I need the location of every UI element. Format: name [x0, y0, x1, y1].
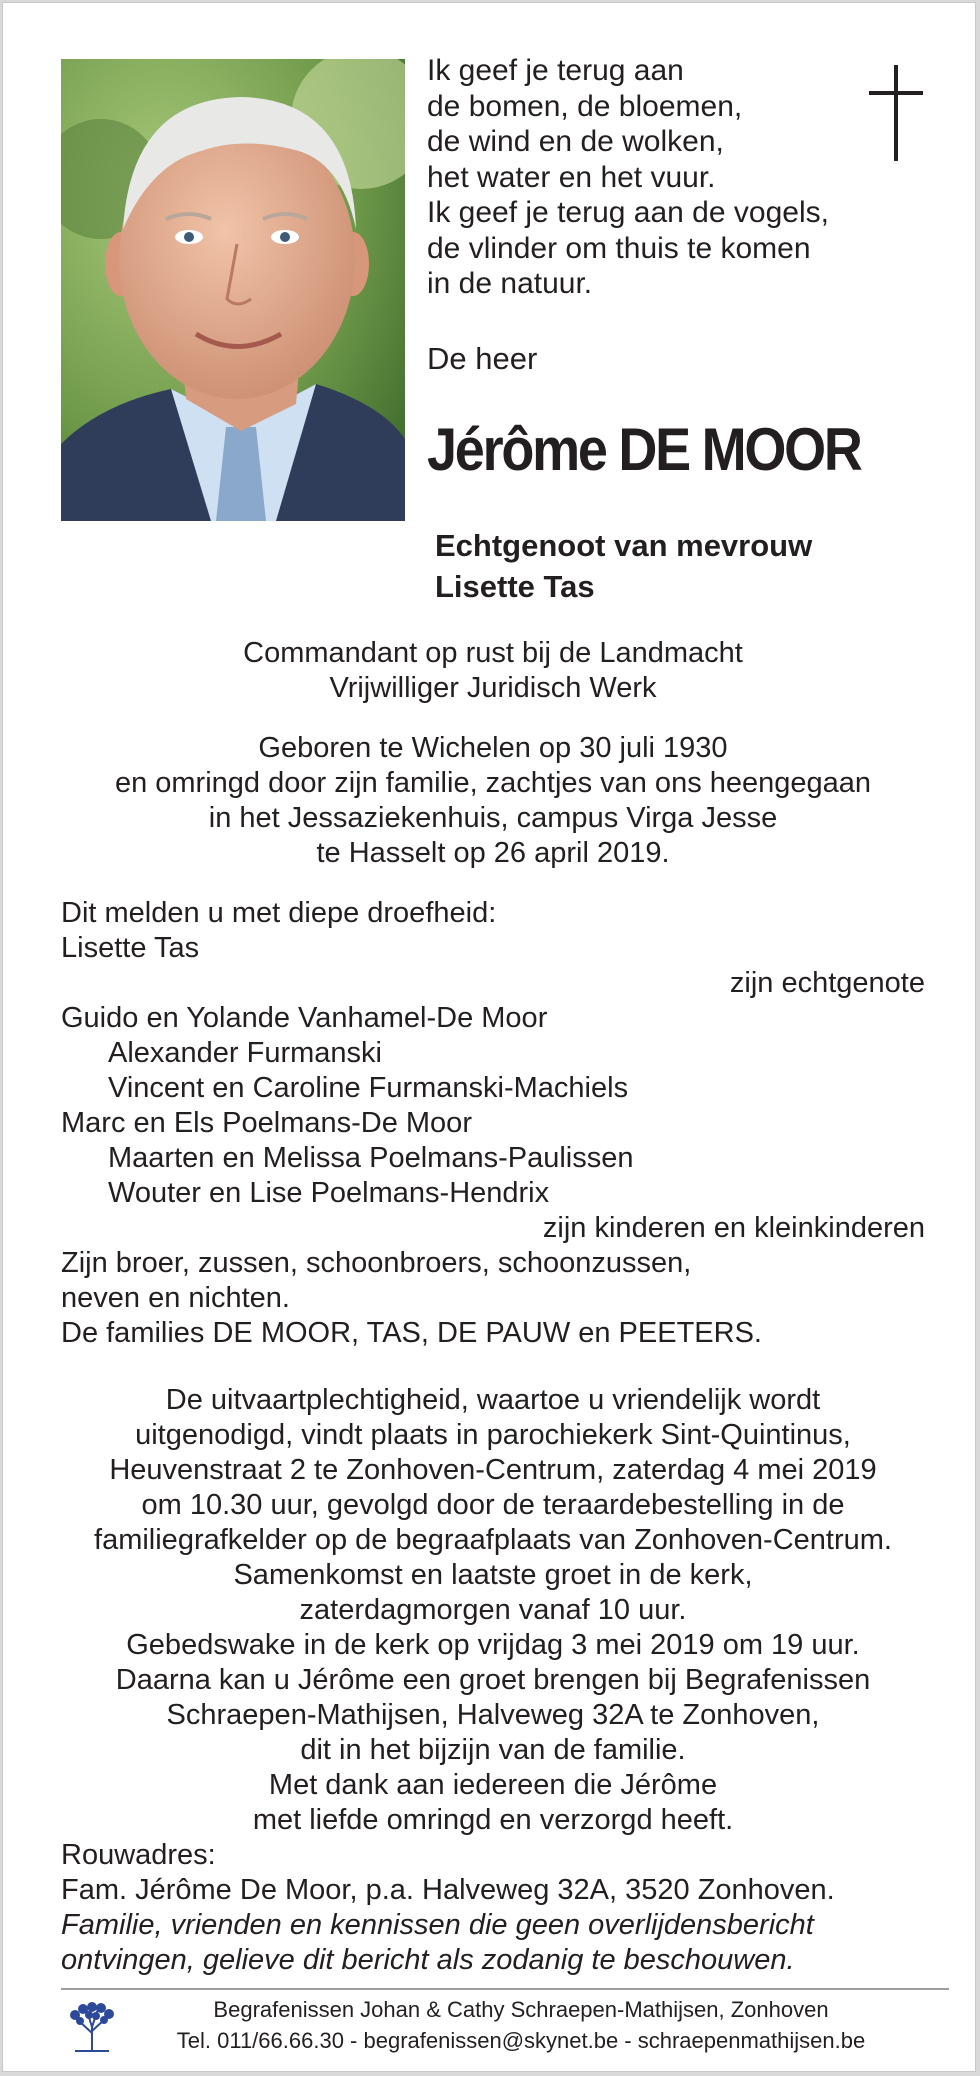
poem-line: de wind en de wolken,	[427, 125, 724, 158]
footer-divider	[61, 1988, 949, 1990]
birth-death-line: in het Jessaziekenhuis, campus Virga Jesse	[208, 802, 778, 834]
family-member: Maarten en Melissa Poelmans-Paulissen	[108, 1142, 634, 1174]
family-member: Guido en Yolande Vanhamel-De Moor	[61, 1002, 548, 1034]
ceremony-line: uitgenodigd, vindt plaats in parochiekerk Sint-Quintinus,	[135, 1419, 851, 1451]
address-label: Rouwadres:	[61, 1839, 216, 1871]
poem-line: de bomen, de bloemen,	[427, 89, 743, 123]
ceremony-line: Heuvenstraat 2 te Zonhoven-Centrum, zaterdag 4 mei 2019	[109, 1454, 877, 1486]
ceremony-line: Gebedswake in de kerk op vrijdag 3 mei 2019 om 19 uur.	[126, 1629, 860, 1661]
relation-label: zijn echtgenote	[729, 967, 925, 999]
birth-death-line: en omringd door zijn familie, zachtjes van ons heengegaan	[114, 767, 872, 799]
role-line: Commandant op rust bij de Landmacht	[243, 637, 743, 669]
poem	[427, 53, 847, 302]
tree-icon	[67, 1997, 117, 2058]
family-member: Vincent en Caroline Furmanski-Machiels	[108, 1072, 629, 1104]
ceremony-line: met liefde omringd en verzorgd heeft.	[252, 1804, 734, 1836]
ceremony-line: Met dank aan iedereen die Jérôme	[268, 1769, 718, 1801]
announcement-intro: Dit melden u met diepe droefheid:	[61, 897, 497, 929]
obituary-card	[2, 2, 976, 2072]
poem-line: de vlinder om thuis te komen	[427, 231, 811, 265]
family-member: Alexander Furmanski	[108, 1037, 382, 1069]
ceremony-line: Daarna kan u Jérôme een groet brengen bij Begrafenissen	[115, 1664, 871, 1696]
family-member: neven en nichten.	[61, 1282, 290, 1314]
ceremony-line: familiegrafkelder op de begraafplaats van Zonhoven-Centrum.	[94, 1524, 892, 1556]
role-line: Vrijwilliger Juridisch Werk	[329, 672, 657, 704]
ceremony-line: De uitvaartplechtigheid, waartoe u vriendelijk wordt	[165, 1384, 821, 1416]
portrait-photo	[61, 59, 405, 521]
ceremony-line: Schraepen-Mathijsen, Halveweg 32A te Zonhoven,	[166, 1699, 820, 1731]
birth-death-block	[61, 731, 925, 871]
birth-death-line: te Hasselt op 26 april 2019.	[316, 837, 670, 869]
address-value: Fam. Jérôme De Moor, p.a. Halveweg 32A, 3520 Zonhoven.	[61, 1874, 835, 1906]
funeral-home-name: Begrafenissen Johan & Cathy Schraepen-Mathijsen, Zonhoven	[213, 1997, 829, 2022]
family-member: Wouter en Lise Poelmans-Hendrix	[108, 1177, 550, 1209]
mourning-address	[61, 1838, 925, 1978]
ceremony-line: om 10.30 uur, gevolgd door de teraardebestelling in de	[141, 1489, 845, 1521]
notice-line: Familie, vrienden en kennissen die geen overlijdensbericht	[61, 1909, 814, 1941]
poem-line: het water en het vuur.	[427, 160, 716, 194]
deceased-name: Jérôme DE MOOR	[427, 416, 861, 483]
honorific: De heer	[427, 341, 538, 376]
spouse-name: Lisette Tas	[435, 569, 595, 604]
relation-label: zijn kinderen en kleinkinderen	[542, 1212, 925, 1244]
ceremony-block	[61, 1383, 925, 1838]
roles-block	[61, 636, 925, 706]
family-member: Zijn broer, zussen, schoonbroers, schoonzussen,	[61, 1247, 692, 1279]
notice-line: ontvingen, gelieve dit bericht als zodanig te beschouwen.	[61, 1944, 795, 1976]
family-member: Marc en Els Poelmans-De Moor	[61, 1107, 472, 1139]
ceremony-line: dit in het bijzijn van de familie.	[300, 1734, 686, 1766]
spouse-label: Echtgenoot van mevrouw	[435, 528, 813, 563]
birth-death-line: Geboren te Wichelen op 30 juli 1930	[258, 732, 728, 764]
family-member: Lisette Tas	[61, 932, 200, 964]
poem-line: Ik geef je terug aan	[427, 54, 684, 87]
poem-line: in de natuur.	[427, 267, 593, 300]
family-member: De families DE MOOR, TAS, DE PAUW en PEETERS.	[61, 1317, 762, 1349]
ceremony-line: zaterdagmorgen vanaf 10 uur.	[299, 1594, 687, 1626]
ceremony-line: Samenkomst en laatste groet in de kerk,	[233, 1559, 753, 1591]
funeral-home-contact: Tel. 011/66.66.30 - begrafenissen@skynet.be - schraepenmathijsen.be	[176, 2028, 866, 2053]
cross-icon	[869, 65, 923, 166]
family-list	[61, 896, 925, 1351]
poem-line: Ik geef je terug aan de vogels,	[427, 196, 829, 229]
